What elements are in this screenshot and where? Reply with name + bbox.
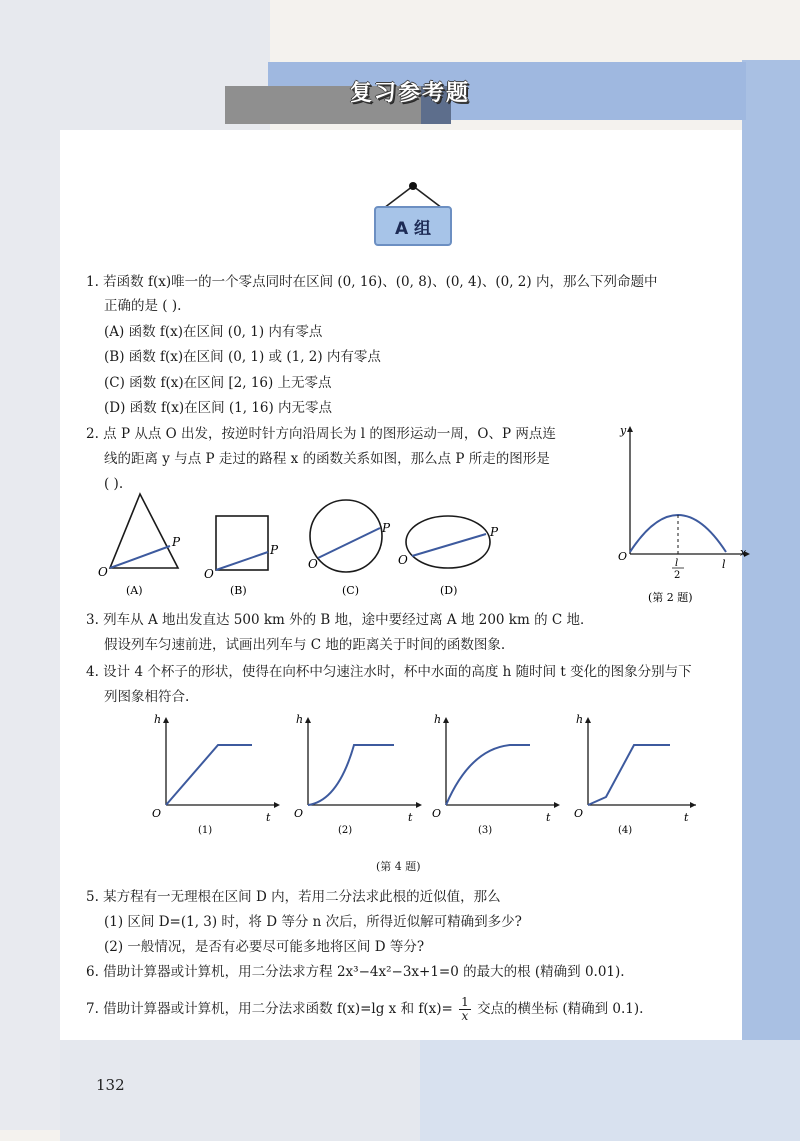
problem-1-line-2: 正确的是 ( ). xyxy=(104,298,182,314)
shape-label-b: (B) xyxy=(230,584,247,597)
graph-label: (2) xyxy=(338,825,353,836)
problem-3-line-1: 3. 列车从 A 地出发直达 500 km 外的 B 地，途中要经过离 A 地 200 km 的 C 地． xyxy=(86,612,594,628)
axis-t-label: t xyxy=(266,811,271,824)
triangle-figure xyxy=(98,494,181,597)
page-number: 132 xyxy=(96,1076,125,1094)
problem-7-text-a: 7. 借助计算器或计算机，用二分法求函数 f(x)=lg x 和 f(x)= xyxy=(86,1001,453,1017)
origin-label: O xyxy=(98,565,108,579)
point-label: P xyxy=(490,525,499,539)
problem-2-graph xyxy=(612,420,752,605)
origin-label: O xyxy=(152,807,162,820)
problem-1-option: (B) 函数 f(x)在区间 (0, 1) 或 (1, 2) 内有零点 xyxy=(104,349,381,365)
problem-4-caption: (第 4 题) xyxy=(376,860,421,873)
problem-5-sub-1: (1) 区间 D=(1, 3) 时，将 D 等分 n 次后，所得近似解可精确到多少? xyxy=(104,914,522,930)
origin-label: O xyxy=(574,807,584,820)
point-label: P xyxy=(382,521,391,535)
problem-4-graphs xyxy=(140,705,700,845)
problem-1-option: (A) 函数 f(x)在区间 (0, 1) 内有零点 xyxy=(104,324,323,340)
graph-label: (3) xyxy=(478,825,493,836)
graph-origin-label: O xyxy=(618,550,628,563)
origin-label: O xyxy=(308,557,318,571)
axis-h-label: h xyxy=(576,713,584,726)
problem-7-text-b: 交点的横坐标 (精确到 0.1). xyxy=(477,1001,644,1017)
axis-h-label: h xyxy=(154,713,162,726)
problem-2-line-1: 2. 点 P 从点 O 出发，按逆时针方向沿周长为 l 的图形运动一周，O、P 两点连 xyxy=(86,426,556,442)
origin-label: O xyxy=(398,553,408,567)
problem-5-sub-2: (2) 一般情况，是否有必要尽可能多地将区间 D 等分? xyxy=(104,939,425,955)
background-block xyxy=(0,0,270,150)
problem-5-line-1: 5. 某方程有一无理根在区间 D 内，若用二分法求此根的近似值，那么 xyxy=(86,889,501,905)
origin-label: O xyxy=(294,807,304,820)
axis-t-label: t xyxy=(546,811,551,824)
problem-2-shapes xyxy=(90,490,510,600)
graph-half-numerator: l xyxy=(675,558,679,569)
graph-2 xyxy=(294,713,422,836)
page-title: 复习参考题 xyxy=(349,81,470,106)
axis-t-label: t xyxy=(684,811,689,824)
graph-caption: (第 2 题) xyxy=(648,591,693,604)
origin-label: O xyxy=(432,807,442,820)
graph-x-label: x xyxy=(740,546,747,559)
problem-7-fraction xyxy=(459,996,471,1023)
problem-1-line-1: 1. 若函数 f(x)唯一的一个零点同时在区间 (0, 16)、(0, 8)、(0, 4)、(0, 2) 内，那么下列命题中 xyxy=(86,274,658,290)
problem-4-line-2: 列图象相符合. xyxy=(104,689,190,705)
circle-figure xyxy=(308,500,391,597)
point-label: P xyxy=(270,543,279,557)
problem-2-line-2: 线的距离 y 与点 P 走过的路程 x 的函数关系如图，那么点 P 所走的图形是 xyxy=(104,451,550,467)
square-figure xyxy=(204,516,279,597)
axis-h-label: h xyxy=(434,713,442,726)
background-strip-left xyxy=(0,150,60,1130)
axis-h-label: h xyxy=(296,713,304,726)
shape-label-c: (C) xyxy=(342,584,359,597)
graph-half-denominator: 2 xyxy=(674,570,681,581)
problem-2-line-3: ( ). xyxy=(104,476,124,492)
shape-label-a: (A) xyxy=(126,584,143,597)
fraction-numerator: 1 xyxy=(461,995,469,1009)
graph-y-label: y xyxy=(620,424,627,437)
point-label: P xyxy=(172,535,181,549)
shape-label-d: (D) xyxy=(440,584,458,597)
background-bottom-blue xyxy=(420,1040,800,1141)
origin-label: O xyxy=(204,567,214,581)
problem-1-option: (C) 函数 f(x)在区间 [2, 16) 上无零点 xyxy=(104,375,332,391)
ellipse-figure xyxy=(398,516,499,597)
group-label: A 组 xyxy=(374,206,452,246)
graph-4 xyxy=(574,713,696,836)
problem-4-line-1: 4. 设计 4 个杯子的形状，使得在向杯中匀速注水时，杯中水面的高度 h 随时间 t 变化的图象分别与下 xyxy=(86,664,692,680)
fraction-denominator: x xyxy=(461,1009,469,1023)
problem-1-option: (D) 函数 f(x)在区间 (1, 16) 内无零点 xyxy=(104,400,333,416)
graph-3 xyxy=(432,713,560,836)
graph-1 xyxy=(152,713,280,836)
problem-7 xyxy=(86,996,643,1023)
graph-l-label: l xyxy=(722,558,726,571)
problem-3-line-2: 假设列车匀速前进，试画出列车与 C 地的距离关于时间的函数图象. xyxy=(104,637,506,653)
graph-label: (1) xyxy=(198,825,213,836)
graph-label: (4) xyxy=(618,825,633,836)
group-sign xyxy=(374,180,452,250)
problem-6: 6. 借助计算器或计算机，用二分法求方程 2x³−4x²−3x+1=0 的最大的根 (精确到 0.01). xyxy=(86,964,625,980)
axis-t-label: t xyxy=(408,811,413,824)
